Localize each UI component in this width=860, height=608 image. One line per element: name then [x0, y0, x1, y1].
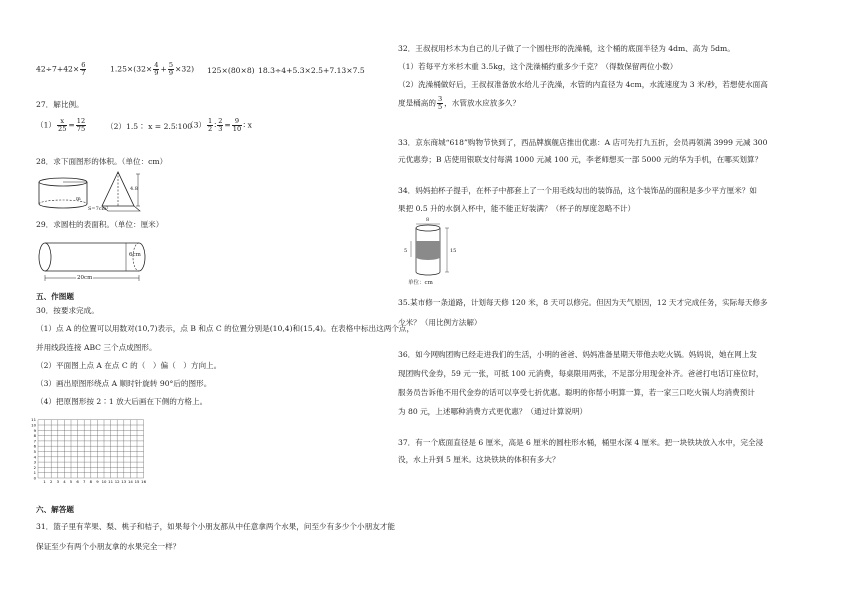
grid-x-tick-label: 7 — [82, 479, 86, 484]
q36-line-3: 服务员告诉他不用代金券的话可以享受七折优惠。聪明的你帮小明算一算，若一家三口吃火锅人均消费预计 — [398, 388, 755, 397]
grid-x-tick-label: 4 — [63, 479, 66, 484]
q36-line-4: 为 80 元，上述哪种消费方式更优惠？（通过计算说明） — [398, 407, 588, 416]
q28-title: 28．求下面图形的体积。（单位：cm） — [36, 157, 168, 166]
q34-line-1: 34．妈妈拍杯子提手，在杯子中都套上了一个用毛线勾出的装饰品，这个装饰品的面积是多少平方厘米？如 — [398, 186, 757, 195]
q35-line-1: 35.某市修一条道路，计划每天修 120 米，8 天可以修完。但因为天气原因，12 天才完成任务，实际每天修多 — [398, 298, 768, 307]
q33-line-2: 元优惠券；B 店使用银联支付每满 1000 元减 100 元，李老师想买一部 5000 元的华为手机，在哪买划算？ — [398, 155, 763, 164]
q30-line-1 — [36, 324, 414, 333]
fraction: $\frac{6}{7}$ — [81, 61, 86, 77]
grid-y-tick-label: 9 — [33, 427, 36, 433]
grid-y-tick-label: 2 — [33, 464, 36, 470]
section-5-heading: 五、作图题 — [36, 292, 74, 301]
q28-cylinder-label: m — [76, 196, 81, 202]
q28-cone-area-label: S=7cm² — [88, 206, 109, 212]
text: 度是桶高的 — [398, 98, 436, 108]
grid-y-tick-label: 1 — [33, 470, 36, 476]
calc-item-2-post: ×32) — [175, 64, 195, 74]
equals-sign: = — [224, 120, 231, 130]
q29-title: 29．求圆柱的表面积。（单位：厘米） — [36, 220, 164, 229]
q31-line-1: 31．篮子里有苹果、梨、桃子和桔子，如果每个小朋友都从中任意拿两个水果，问至少有多少个小朋友才能 — [36, 522, 395, 531]
fraction: $\frac{1}{2}$ — [208, 117, 213, 133]
colon: ∶ — [214, 120, 217, 130]
grid-x-tick-label: 11 — [108, 479, 114, 484]
grid-x-tick-label: 12 — [114, 479, 120, 484]
q30-title: 30．按要求完成。 — [36, 306, 99, 315]
q37-line-2: 没，水上升到 5 厘米。这块铁块的体积有多大？ — [398, 455, 560, 464]
fraction: $\frac{12}{75}$ — [76, 117, 86, 133]
q28-cylinder-figure — [36, 176, 92, 212]
calc-item-1-text: 42÷7+42× — [36, 64, 80, 74]
section-6-heading: 六、解答题 — [36, 505, 74, 514]
grid-x-tick-label: 9 — [96, 479, 99, 484]
part-label: （3） — [186, 120, 207, 130]
part-label: （1） — [36, 120, 57, 130]
grid-y-tick-label: 3 — [33, 459, 36, 465]
q30-line-3: （2）平面图上点 A 在点 C 的（ ）偏（ ）方向上。 — [36, 361, 222, 370]
q32-line-2: （1）若每平方米杉木重 3.5kg，这个洗澡桶约重多少千克？（得数保留两位小数） — [398, 62, 678, 71]
grid-y-tick-label: 5 — [33, 449, 36, 454]
q29-height-label: 6cm — [129, 252, 141, 258]
coordinate-grid — [30, 412, 156, 486]
grid-x-tick-label: 16 — [141, 479, 147, 484]
ratio-tail: ∶ x — [243, 120, 252, 130]
q32-line-1: 32．王叔叔用杉木为自己的儿子做了一个圆柱形的洗澡桶，这个桶的底面半径为 4dm、高为 5dm。 — [398, 44, 735, 53]
grid-y-tick-label: 7 — [33, 438, 36, 444]
grid-x-tick-label: 5 — [69, 479, 73, 484]
grid-x-tick-label: 15 — [134, 479, 140, 484]
coordinate-pair: (10,4) — [269, 324, 293, 333]
q31-line-2: 保证至少有两个小朋友拿的水果完全一样？ — [36, 542, 181, 551]
calc-item-2-pre: 1.25×(32× — [110, 64, 153, 74]
text: 。在表格中标出这两个点， — [322, 324, 415, 333]
q27-part-1 — [36, 118, 87, 133]
grid-x-tick-label: 8 — [89, 479, 93, 484]
grid-y-tick-label: 8 — [33, 433, 36, 439]
q37-line-1: 37．有一个底面直径是 6 厘米，高是 6 厘米的圆柱形水桶，桶里水深 4 厘米。把一块铁块放入水中，完全浸 — [398, 438, 764, 447]
q34-fig-top-label: 8 — [426, 217, 430, 223]
calc-item-2 — [110, 62, 194, 77]
q34-fig-left-label: 5 — [404, 248, 408, 254]
fraction: $\frac{x}{25}$ — [58, 117, 67, 133]
calc-item-2-mid: + — [160, 64, 167, 74]
q30-line-5: （4）把原图形按 2∶1 放大后画在下侧的方格上。 — [36, 397, 208, 406]
grid-y-tick-label: 10 — [31, 422, 36, 428]
fraction: $\frac{5}{9}$ — [168, 61, 174, 77]
q32-line-4 — [398, 96, 520, 111]
q36-line-2: 现团购代金券，59 元一张，可抵 100 元消费，每桌限用两张，不足部分用现金补齐。爸爸打电话订座位时， — [398, 369, 764, 378]
grid-y-tick-label: 0 — [33, 475, 36, 481]
fraction: $\frac{2}{3}$ — [218, 117, 223, 133]
text: 表示，点 B 和点 C 的位置分别是 — [157, 324, 270, 333]
coordinate-pair: (10,7) — [134, 324, 158, 333]
q35-line-2: 少米？（用比例方法解） — [398, 318, 482, 327]
grid-y-tick-label: 11 — [31, 417, 36, 423]
calc-item-3: 125×(80×8) — [207, 66, 255, 75]
calc-item-4: 18.3÷4+5.3×2.5+7.13×7.5 — [258, 66, 365, 75]
q34-fig-unit-label: 单位：cm — [408, 280, 433, 286]
q29-cylinder-figure — [38, 240, 156, 282]
q30-line-4: （3）画出原图形绕点 A 顺时针旋转 90°后的图形。 — [36, 379, 212, 388]
fraction: $\frac{3}{5}$ — [437, 95, 443, 111]
q27-title: 27．解比例。 — [36, 100, 84, 109]
q34-line-2: 果把 0.5 升的水倒入杯中，能不能正好装满？（杯子的厚度忽略不计） — [398, 204, 636, 213]
equals-sign: = — [68, 120, 75, 130]
q27-part-3 — [186, 118, 252, 133]
grid-x-tick-label: 10 — [101, 479, 107, 484]
coordinate-pair: (15,4) — [300, 324, 323, 333]
grid-x-tick-label: 3 — [56, 479, 60, 484]
q28-cone-height-label: 4.8 — [130, 186, 138, 192]
q34-fig-right-label: 15 — [450, 248, 457, 254]
q32-line-3: （2）洗澡桶做好后，王叔叔准备放水给儿子洗澡，水管的内直径为 4cm，水流速度为 3 米/秒，若想使水面高 — [398, 80, 768, 89]
text: ，水管放水应放多久？ — [444, 98, 521, 108]
grid-x-tick-label: 1 — [43, 479, 46, 484]
q29-width-label: 20cm — [77, 275, 93, 281]
fraction: $\frac{9}{10}$ — [232, 117, 242, 133]
q30-line-2: 并用线段连接 ABC 三个点成图形。 — [36, 343, 157, 352]
grid-x-tick-label: 2 — [49, 479, 53, 484]
calc-item-1 — [36, 62, 87, 77]
q34-cup-figure — [406, 222, 457, 278]
fraction: $\frac{4}{9}$ — [154, 61, 159, 77]
q33-line-1: 33．京东商城“618”购物节快到了，西品牌旗舰店推出优惠：A 店可先打九五折，会员再领满 3999 元减 300 — [398, 138, 768, 147]
grid-x-tick-label: 6 — [76, 479, 79, 484]
grid-y-tick-label: 4 — [33, 454, 36, 460]
text: （1）点 A 的位置可以用数对 — [36, 324, 135, 333]
grid-x-tick-label: 14 — [127, 479, 133, 484]
text: 和 — [292, 324, 301, 333]
q36-line-1: 36．如今网购团购已经走进我们的生活，小明的爸爸、妈妈准备星期天带他去吃火锅。妈妈说，她在网上发 — [398, 350, 757, 359]
grid-x-tick-label: 13 — [121, 479, 127, 484]
grid-y-tick-label: 6 — [33, 443, 36, 449]
q27-part-2: （2）1.5∶ x = 2.5∶100 — [106, 122, 193, 131]
